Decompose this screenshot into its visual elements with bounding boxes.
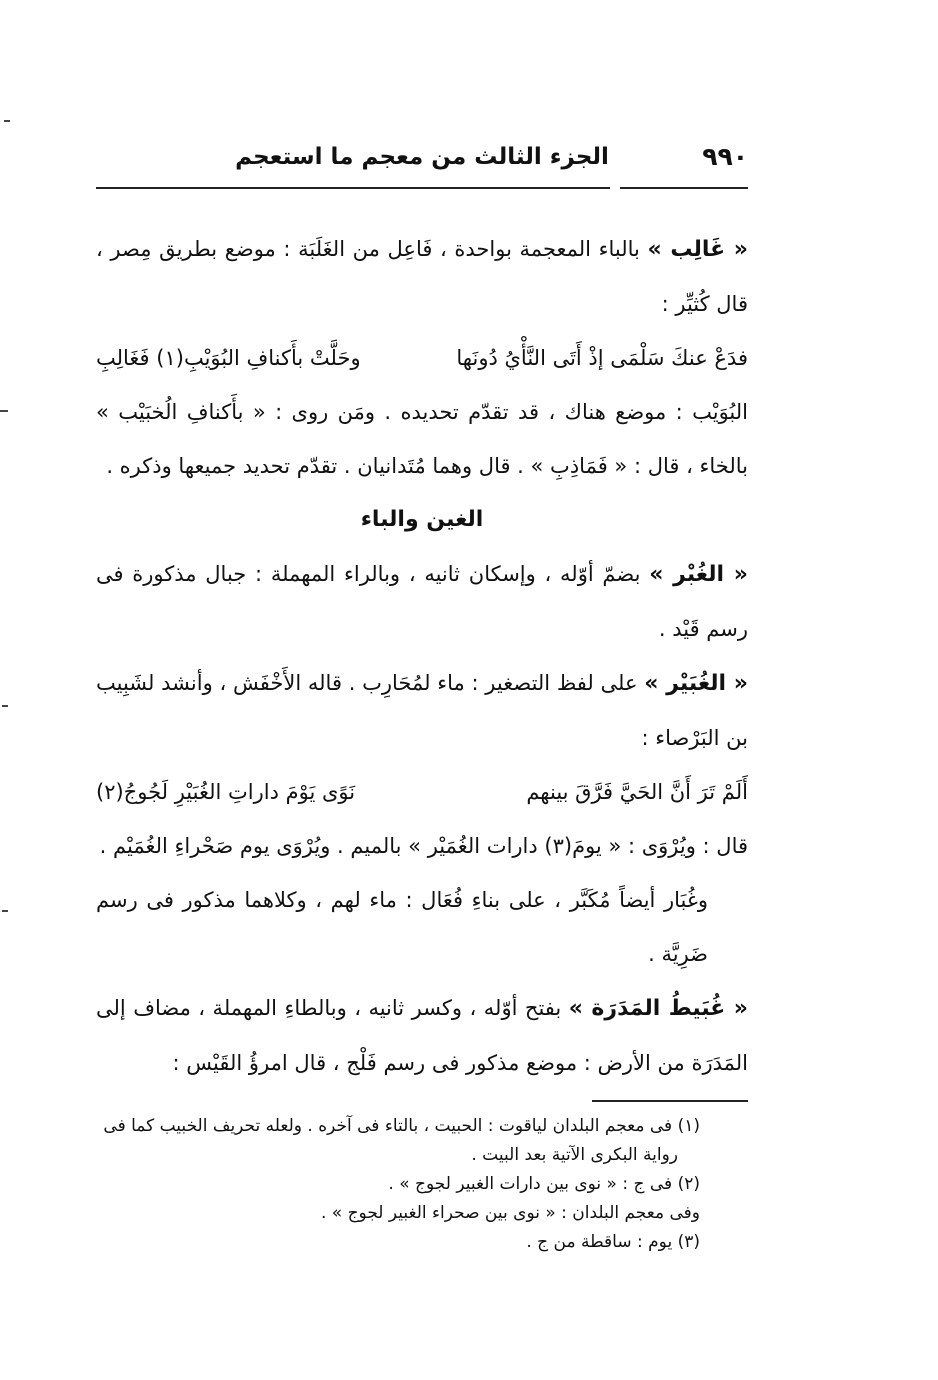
entry-ghubr-text: بضمّ أوّله ، وإسكان ثانيه ، وبالراء المهملة : جبال مذكورة فى رسم قَيْد .: [96, 562, 748, 641]
footnote-rule: [592, 1100, 748, 1102]
margin-mark: [2, 910, 8, 912]
margin-mark: [4, 120, 10, 122]
header-rule: [96, 187, 610, 189]
entry-ghalib: [96, 222, 748, 331]
headword-ghubayt: « غُبَيطُ المَدَرَة »: [568, 996, 749, 1021]
verse-hemistich-left: وحَلَّتْ بأَكنافِ البُوَيْبِ(١) فَغَالِبِ: [96, 346, 361, 370]
footnotes: [88, 1112, 700, 1257]
headword-ghalib: « غَالِب »: [647, 237, 748, 262]
verse-hemistich-left: نَوًى يَوْمَ داراتِ الغُبَيْرِ لَجُوجُ(٢): [96, 780, 356, 804]
verse-ghubayr: [96, 765, 748, 819]
section-heading: الغين والباء: [360, 507, 484, 532]
entry-ghubayt-text: بفتح أوّله ، وكسر ثانيه ، وبالطاءِ المهملة ، مضاف إلى المَدَرَة من الأرض : موضع مذكور فى رسم فَلْج ، قال امرؤُ القَيْس :: [96, 996, 748, 1075]
verse-hemistich-right: فدَعْ عنكَ سَلْمَى إذْ أَتَى النَّأْيُ دُونَها: [456, 346, 748, 370]
entry-ghubayr-text: على لفظ التصغير : ماء لمُحَارِب . قاله الأَخْفَش ، وأنشد لشَبِيب بن البَرْصاء :: [96, 671, 748, 750]
header-rule-short: [620, 187, 748, 189]
margin-mark: [2, 705, 8, 707]
headword-ghubr: « الغُبْر »: [649, 562, 748, 587]
footnote-3: (٣) يوم : ساقطة من ج .: [526, 1232, 700, 1252]
verse-hemistich-right: أَلَمْ تَرَ أَنَّ الحَيَّ فَرَّقَ بينهم: [526, 780, 748, 804]
page-number: ٩٩٠: [702, 142, 748, 171]
headword-ghubayr: « الغُبَيْر »: [644, 671, 748, 696]
entry-ghubayr-continued: قال : ويُرْوَى : « يومَ(٣) دارات الغُمَيْر » بالميم . ويُرْوَى يوم صَحْراءِ الغُمَيْم .: [99, 834, 748, 858]
main-text: [96, 222, 748, 1090]
entry-ghalib-text: بالباء المعجمة بواحدة ، فَاعِل من الغَلَبَة : موضع بطريق مِصر ، قال كُثيِّر :: [96, 237, 748, 316]
footnote-1-line-2: رواية البكرى الآتية بعد البيت .: [471, 1145, 678, 1165]
footnote-2-line-1: (٢) فى ج : « نوى بين دارات الغبير لجوج » .: [388, 1174, 700, 1194]
running-title: الجزء الثالث من معجم ما استعجم: [235, 144, 609, 170]
entry-ghubayr: [96, 656, 748, 765]
verse-ghalib: [96, 331, 748, 385]
margin-mark: [0, 410, 8, 412]
footnote-2-line-2: وفى معجم البلدان : « نوى بين صحراء الغبير لجوج » .: [320, 1203, 700, 1223]
page-header: [96, 138, 748, 182]
entry-ghubayt: [96, 981, 748, 1090]
footnote-1-line-1: (١) فى معجم البلدان لياقوت : الحبيت ، بالتاء فى آخره . ولعله تحريف الخبيب كما فى: [103, 1116, 700, 1136]
entry-ghalib-continued: البُوَيْب : موضع هناك ، قد تقدّم تحديده . ومَن روى : « بأَكنافِ الُخبَيْب » بالخاء ، قال : « فَمَاذِبِ » . قال وهما مُتَدانيان . تقدّم تحديد جميعها وذكره .: [96, 400, 748, 478]
entry-ghubr: [96, 547, 748, 656]
entry-ghubar: وغُبَار أيضاً مُكَبَّر ، على بناءِ فُعَال : ماء لهم ، وكلاهما مذكور فى رسم ضَرِيَّة .: [96, 888, 708, 966]
